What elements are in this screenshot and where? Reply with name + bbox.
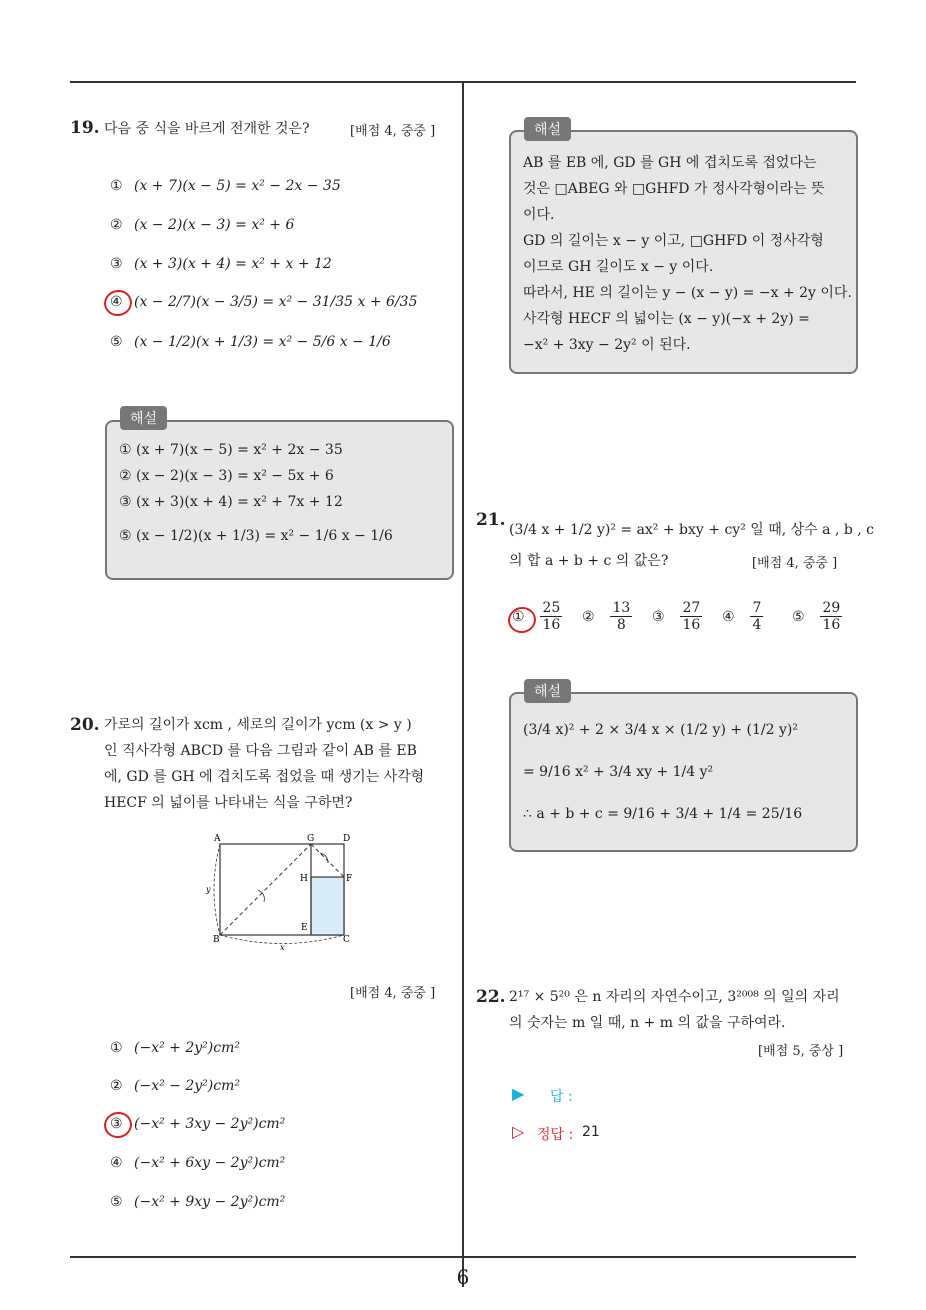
choice-fraction [820, 600, 842, 633]
choice-fraction [750, 600, 763, 633]
page-number: 6 [456, 1265, 470, 1289]
choice-number: ① [512, 608, 525, 625]
choice-number: ② [110, 217, 123, 233]
q20-line-1: 가로의 길이가 xcm , 세로의 길이가 ycm (x > y ) [104, 717, 412, 733]
choice-number: ③ [110, 256, 123, 272]
q21-line-1: (3/4 x + 1/2 y)² = ax² + bxy + cy² 일 때, 상수 a , b , c [509, 522, 875, 538]
choice-number: ⑤ [792, 608, 805, 625]
label-e: E [301, 923, 308, 933]
choice-number: ③ [110, 1116, 123, 1132]
q19-solution-box [105, 420, 454, 580]
q20-line-4: HECF 의 넓이를 나타내는 식을 구하면? [104, 795, 353, 811]
q21-solution-tag: 해설 [524, 679, 571, 703]
choice-number: ④ [110, 294, 123, 310]
solution-line: ③ (x + 3)(x + 4) = x² + 7x + 12 [119, 494, 343, 510]
q19-choice-1[interactable] [110, 178, 341, 194]
answer-arrow-icon: ▶ [512, 1084, 525, 1103]
correct-label: 정답 : [537, 1127, 574, 1143]
choice-expr: (−x² + 6xy − 2y²)cm² [134, 1155, 286, 1171]
q20-number: 20. [70, 715, 100, 735]
choice-number: ⑤ [110, 1194, 123, 1210]
q21-choice-4[interactable] [722, 600, 763, 633]
q19-choice-2[interactable] [110, 217, 294, 233]
fraction-numerator: 27 [682, 600, 701, 616]
q19-text: 다음 중 식을 바르게 전개한 것은? [104, 121, 310, 137]
choice-expr: (x + 3)(x + 4) = x² + x + 12 [134, 256, 332, 272]
solution-line: ① (x + 7)(x − 5) = x² + 2x − 35 [119, 442, 343, 458]
correct-value: 21 [582, 1124, 600, 1140]
solution-line: 따라서, HE 의 길이는 y − (x − y) = −x + 2y 이다. [523, 285, 852, 301]
label-g: G [307, 834, 315, 844]
solution-line: ∴ a + b + c = 9/16 + 3/4 + 1/4 = 25/16 [523, 806, 803, 822]
choice-fraction [610, 600, 632, 633]
fraction-denominator: 16 [822, 617, 841, 633]
q22-line-1: 2¹⁷ × 5²⁰ 은 n 자리의 자연수이고, 3²⁰⁰⁸ 의 일의 자리 [509, 989, 840, 1005]
q19-solution-tag: 해설 [120, 406, 167, 430]
q19-choice-3[interactable] [110, 256, 332, 272]
q22-line-2: 의 숫자는 m 일 때, n + m 의 값을 구하여라. [509, 1015, 786, 1031]
q20-choice-5[interactable] [110, 1194, 285, 1210]
rectangle-fold-figure [200, 828, 370, 953]
fold-line-bg [220, 844, 311, 935]
q21-choice-2[interactable] [582, 600, 632, 633]
q19-number: 19. [70, 118, 100, 138]
choice-number: ① [110, 1040, 123, 1056]
fraction-numerator: 13 [612, 600, 631, 616]
q20-choice-1[interactable] [110, 1040, 240, 1056]
q19-score: [배점 4, 중중 ] [350, 124, 436, 139]
solution-line: 이다. [523, 207, 555, 223]
choice-fraction [680, 600, 702, 633]
choice-expr: (−x² − 2y²)cm² [134, 1078, 240, 1094]
choice-number: ② [110, 1078, 123, 1094]
q22-number: 22. [476, 987, 506, 1007]
q21-choice-1[interactable] [512, 600, 562, 633]
label-y: y [206, 885, 211, 894]
choice-number: ④ [110, 1155, 123, 1171]
q21-choice-3[interactable] [652, 600, 702, 633]
solution-line: AB 를 EB 에, GD 를 GH 에 겹치도록 접었다는 [523, 155, 817, 171]
q20-solution-tag: 해설 [524, 117, 571, 141]
q20-line-2: 인 직사각형 ABCD 를 다음 그림과 같이 AB 를 EB [104, 743, 417, 759]
choice-number: ④ [722, 608, 735, 625]
label-x: x [280, 943, 285, 952]
label-h: H [300, 874, 308, 884]
label-d: D [343, 834, 351, 844]
label-f: F [346, 874, 353, 884]
q21-number: 21. [476, 510, 506, 530]
fraction-numerator: 25 [542, 600, 561, 616]
label-c: C [343, 935, 350, 945]
q21-solution-box [509, 692, 858, 852]
q20-choice-4[interactable] [110, 1155, 285, 1171]
solution-line: 이므로 GH 길이도 x − y 이다. [523, 259, 714, 275]
choice-number: ③ [652, 608, 665, 625]
choice-number: ② [582, 608, 595, 625]
choice-expr: (−x² + 2y²)cm² [134, 1040, 240, 1056]
choice-expr: (x − 2)(x − 3) = x² + 6 [134, 217, 295, 233]
choice-number: ⑤ [110, 334, 123, 350]
fraction-denominator: 16 [682, 617, 701, 633]
choice-fraction [540, 600, 562, 633]
q20-solution-box [509, 130, 858, 374]
solution-line: (3/4 x)² + 2 × 3/4 x × (1/2 y) + (1/2 y)² [523, 722, 798, 738]
q19-choice-4[interactable] [110, 294, 418, 310]
solution-line: ② (x − 2)(x − 3) = x² − 5x + 6 [119, 468, 334, 484]
bottom-rule [70, 1256, 856, 1258]
column-divider [462, 83, 464, 1287]
choice-number: ① [110, 178, 123, 194]
q21-score: [배점 4, 중중 ] [752, 556, 838, 571]
q19-choice-5[interactable] [110, 334, 391, 350]
angle-mark [258, 890, 264, 902]
q21-line-2: 의 합 a + b + c 의 값은? [509, 553, 669, 569]
fraction-denominator: 8 [616, 617, 626, 633]
solution-line: 사각형 HECF 의 넓이는 (x − y)(−x + 2y) = [523, 311, 810, 327]
solution-line: = 9/16 x² + 3/4 xy + 1/4 y² [523, 764, 714, 780]
q20-line-3: 에, GD 를 GH 에 겹치도록 접었을 때 생기는 사각형 [104, 769, 425, 785]
q20-choice-3[interactable] [110, 1116, 285, 1132]
answer-label: 답 : [550, 1089, 573, 1105]
q21-choice-5[interactable] [792, 600, 842, 633]
fraction-denominator: 4 [752, 617, 762, 633]
choice-expr: (x − 2/7)(x − 3/5) = x² − 31/35 x + 6/35 [134, 294, 418, 310]
choice-expr: (x − 1/2)(x + 1/3) = x² − 5/6 x − 1/6 [134, 334, 391, 350]
arc-y [214, 844, 220, 935]
q20-choice-2[interactable] [110, 1078, 240, 1094]
fraction-numerator: 29 [822, 600, 841, 616]
q22-score: [배점 5, 중상 ] [758, 1044, 844, 1059]
fraction-denominator: 16 [542, 617, 561, 633]
correct-arrow-icon: ▷ [512, 1122, 525, 1141]
solution-line: 것은 □ABEG 와 □GHFD 가 정사각형이라는 뜻 [523, 181, 825, 197]
label-a: A [214, 834, 221, 844]
solution-line: GD 의 길이는 x − y 이고, □GHFD 이 정사각형 [523, 233, 824, 249]
rect-hecf [311, 877, 344, 935]
solution-line: −x² + 3xy − 2y² 이 된다. [523, 337, 691, 353]
choice-expr: (x + 7)(x − 5) = x² − 2x − 35 [134, 178, 341, 194]
fraction-numerator: 7 [752, 600, 762, 616]
choice-expr: (−x² + 3xy − 2y²)cm² [134, 1116, 286, 1132]
q20-score: [배점 4, 중중 ] [350, 986, 436, 1001]
choice-expr: (−x² + 9xy − 2y²)cm² [134, 1194, 286, 1210]
solution-line: ⑤ (x − 1/2)(x + 1/3) = x² − 1/6 x − 1/6 [119, 528, 393, 544]
label-b: B [213, 935, 220, 945]
